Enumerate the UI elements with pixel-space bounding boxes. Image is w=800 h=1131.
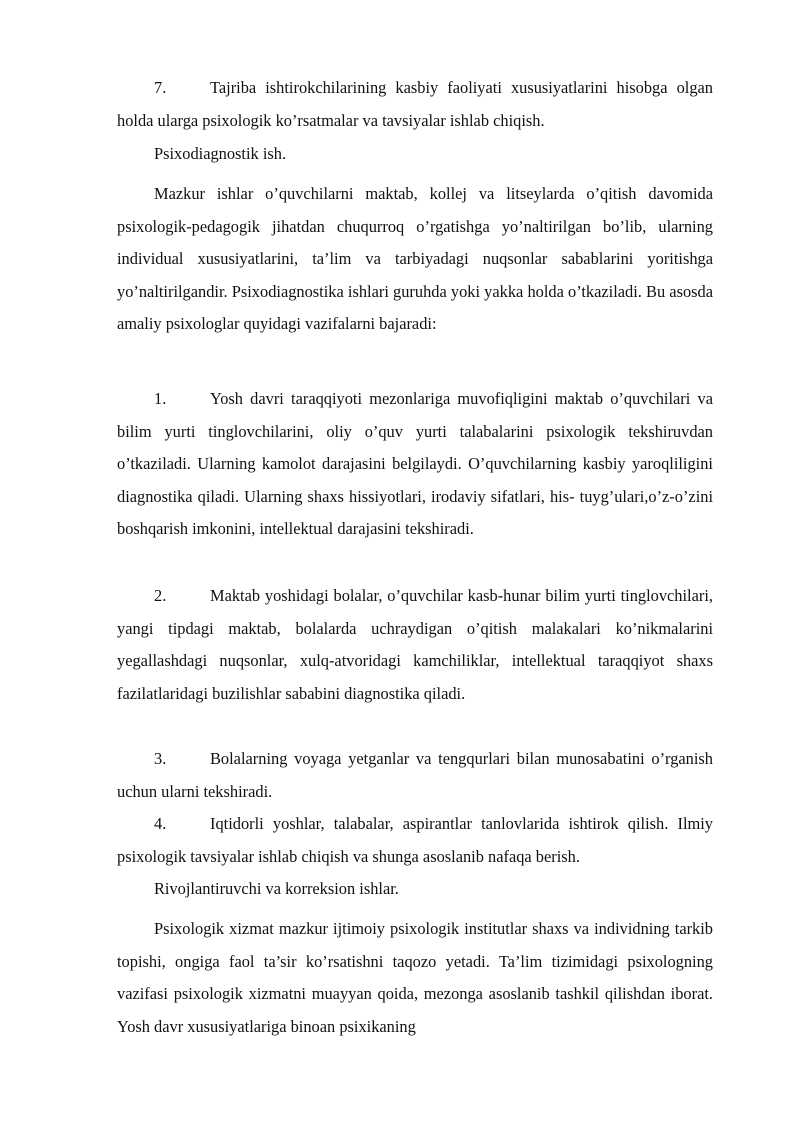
list-number: 7.: [154, 78, 167, 97]
list-item-text: Iqtidorli yoshlar, talabalar, aspirantlar tanlovlarida ishtirok qilish. Ilmiy psixologik tavsiyalar ishlab chiqish va shunga asoslanib nafaqa berish.: [117, 814, 713, 866]
section-heading-psychodiagnostic: Psixodiagnostik ish.: [154, 144, 287, 163]
section-heading-development: Rivojlantiruvchi va korreksion ishlar.: [154, 879, 399, 898]
list-item-2: [117, 580, 713, 710]
paragraph-psych-service: Psixologik xizmat mazkur ijtimoiy psixologik institutlar shaxs va individning tarkib topishi, ongiga faol ta’sir ko’rsatishni taqozo yetadi. Ta’lim tizimidagi psixologning vazifasi psixologik xizmatni muayyan qoida, mezonga asoslanib tashkil qilishdan iborat. Yosh davr xususiyatlariga binoan psixikaning: [117, 919, 713, 1036]
list-item-4: [117, 808, 713, 873]
list-item-text: Yosh davri taraqqiyoti mezonlariga muvofiqligini maktab o’quvchilari va bilim yurti tinglovchilarini, oliy o’quv yurti talabalarini psixologik tekshiruvdan o’tkaziladi. Ularning kamolot darajasini belgilaydi. O’quvchilarning kasbiy yaroqliligini diagnostika qiladi. Ularning shaxs hissiyotlari, irodaviy sifatlari, his- tuyg’ulari,o’z-o’zini boshqarish imkonini, intellektual darajasini tekshiradi.: [117, 389, 713, 539]
list-number: 3.: [154, 749, 167, 768]
list-number: 1.: [154, 389, 167, 408]
list-item-7: [117, 72, 713, 137]
list-item-text: Maktab yoshidagi bolalar, o’quvchilar kasb-hunar bilim yurti tinglovchilari, yangi tipdagi maktab, bolalarda uchraydigan o’qitish malakalari ko’nikmalarini yegallashdagi nuqsonlar, xulq-atvoridagi kamchiliklar, intellektual taraqqiyot shaxs fazilatlaridagi buzilishlar sababini diagnostika qiladi.: [117, 586, 713, 703]
list-item-1: [117, 383, 713, 546]
list-item-3: [117, 743, 713, 808]
paragraph-intro: Mazkur ishlar o’quvchilarni maktab, kollej va litseylarda o’qitish davomida psixologik-pedagogik jihatdan chuqurroq o’rgatishga yo’naltirilgan bo’lib, ularning individual xususiyatlarini, ta’lim va tarbiyadagi nuqsonlar sabablarini yoritishga yo’naltirilgandir. Psixodiagnostika ishlari guruhda yoki yakka holda o’tkaziladi. Bu asosda amaliy psixologlar quyidagi vazifalarni bajaradi:: [117, 184, 713, 334]
list-number: 2.: [154, 586, 167, 605]
list-item-text: Bolalarning voyaga yetganlar va tengqurlari bilan munosabatini o’rganish uchun ularni tekshiradi.: [117, 749, 713, 801]
list-number: 4.: [154, 814, 167, 833]
list-item-text: Tajriba ishtirokchilarining kasbiy faoliyati xususiyatlarini hisobga olgan holda ularga psixologik ko’rsatmalar va tavsiyalar ishlab chiqish.: [117, 78, 713, 130]
